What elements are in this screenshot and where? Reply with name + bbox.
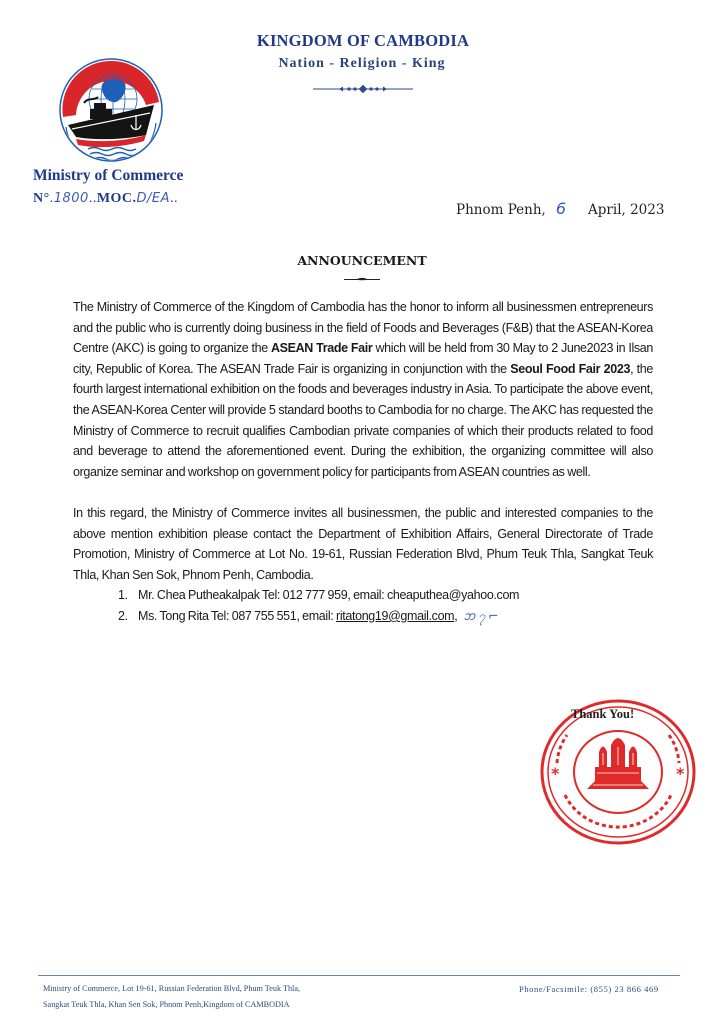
ministry-name: Ministry of Commerce <box>33 167 184 184</box>
stamp-overlay-text: Thank You! <box>571 707 635 721</box>
contact-details: Ms. Tong Rita Tel: 087 755 551, email: <box>138 608 336 623</box>
footer-address-line-2: Sangkat Teuk Thla, Khan Sen Sok, Phnom Penh,Kingdom of CAMBODIA <box>43 1000 290 1009</box>
contact-comma: , <box>454 608 458 623</box>
ref-handwritten-suffix: D/EA <box>136 191 171 206</box>
ref-trailing: .. <box>170 191 179 206</box>
announcement-body <box>73 297 653 627</box>
ref-handwritten-number: 1800 <box>53 191 89 206</box>
title-ornament-icon <box>344 276 380 282</box>
announcement-paragraph-2: In this regard, the Ministry of Commerce invites all businessmen, the public and interested companies to the above mention exhibition please contact the Department of Exhibition Affairs, General Directorate of Trade Promotion, Ministry of Commerce at Lot No. 19-61, Russian Federation Blvd, Phum Teuk Thla, Sangkat Teuk Thla, Khan Sen Sok, Phnom Penh, Cambodia. <box>73 505 653 582</box>
announcement-title: ANNOUNCEMENT <box>297 253 427 268</box>
footer-divider <box>38 975 368 976</box>
footer-address <box>43 981 300 1013</box>
event-name-seoul-food-fair: Seoul Food Fair 2023 <box>510 361 631 376</box>
contact-number: 2. <box>118 608 128 623</box>
para1-text-a: The Ministry of Commerce of the Kingdom of Cambodia has the honor to inform all businessmen entrepreneurs and the public who is currently doing business in the field of Foods and Beverages (F&B) that the ASEAN-Korea Centre (AKC) is going to organize the <box>73 300 653 356</box>
contact-details: Mr. Chea Putheakalpak Tel: 012 777 959, email: <box>138 588 387 603</box>
footer-address-line-1: Ministry of Commerce, Lot 19-61, Russian Federation Blvd, Phum Teuk Thla, <box>43 984 301 993</box>
para1-text-c: , the fourth largest international exhibition on the foods and beverages industry in Asia. To participate the above event, the ASEAN-Korea Center will provide 5 standard booths to Cambodia for no charge. The AKC has requested the Ministry of Commerce to recruit qualifies Cambodian private companies of which their products related to food and beverage to attend the aforementioned event. During the exhibition, the organizing committee will also organize seminar and workshop on government policy for participants from ASEAN countries as well. <box>73 361 653 479</box>
date-line <box>456 200 664 219</box>
handwritten-initials: ᨽ ၇ ⌐ <box>463 607 499 623</box>
date-city: Phnom Penh, <box>456 202 546 218</box>
country-heading: KINGDOM OF CAMBODIA <box>256 31 470 50</box>
date-month-year: April, 2023 <box>588 202 665 218</box>
contact-email-link[interactable]: ritatong19@gmail.com <box>336 608 455 623</box>
para1-text-b: which will be held from 30 May to 2 June2023 in Ilsan city, Republic of Korea. The ASEAN Trade Fair is organizing in conjunction with the <box>73 341 653 376</box>
svg-text:*: * <box>676 764 685 783</box>
contact-email-link[interactable]: cheaputhea@yahoo.com <box>386 588 520 603</box>
national-motto: Nation - Religion - King <box>278 56 446 71</box>
contact-number: 1. <box>118 588 128 603</box>
contact-item <box>118 585 653 606</box>
date-day-handwritten: 6 <box>555 199 567 218</box>
svg-text:*: * <box>551 764 560 783</box>
contact-item <box>118 606 653 627</box>
ministry-logo-icon <box>58 57 164 163</box>
event-name-asean-trade-fair: ASEAN Trade Fair <box>270 341 373 356</box>
footer-divider <box>368 975 680 976</box>
contact-list <box>118 585 653 626</box>
ref-prefix: N° <box>33 191 50 206</box>
footer-phone: Phone/Facsimile: (855) 23 866 469 <box>519 984 659 994</box>
header-ornament-icon <box>313 84 413 94</box>
reference-number: N°.1800..MOC.D/EA.. <box>33 191 179 206</box>
announcement-paragraph-1 <box>73 297 653 482</box>
ref-mid: MOC. <box>96 191 137 206</box>
